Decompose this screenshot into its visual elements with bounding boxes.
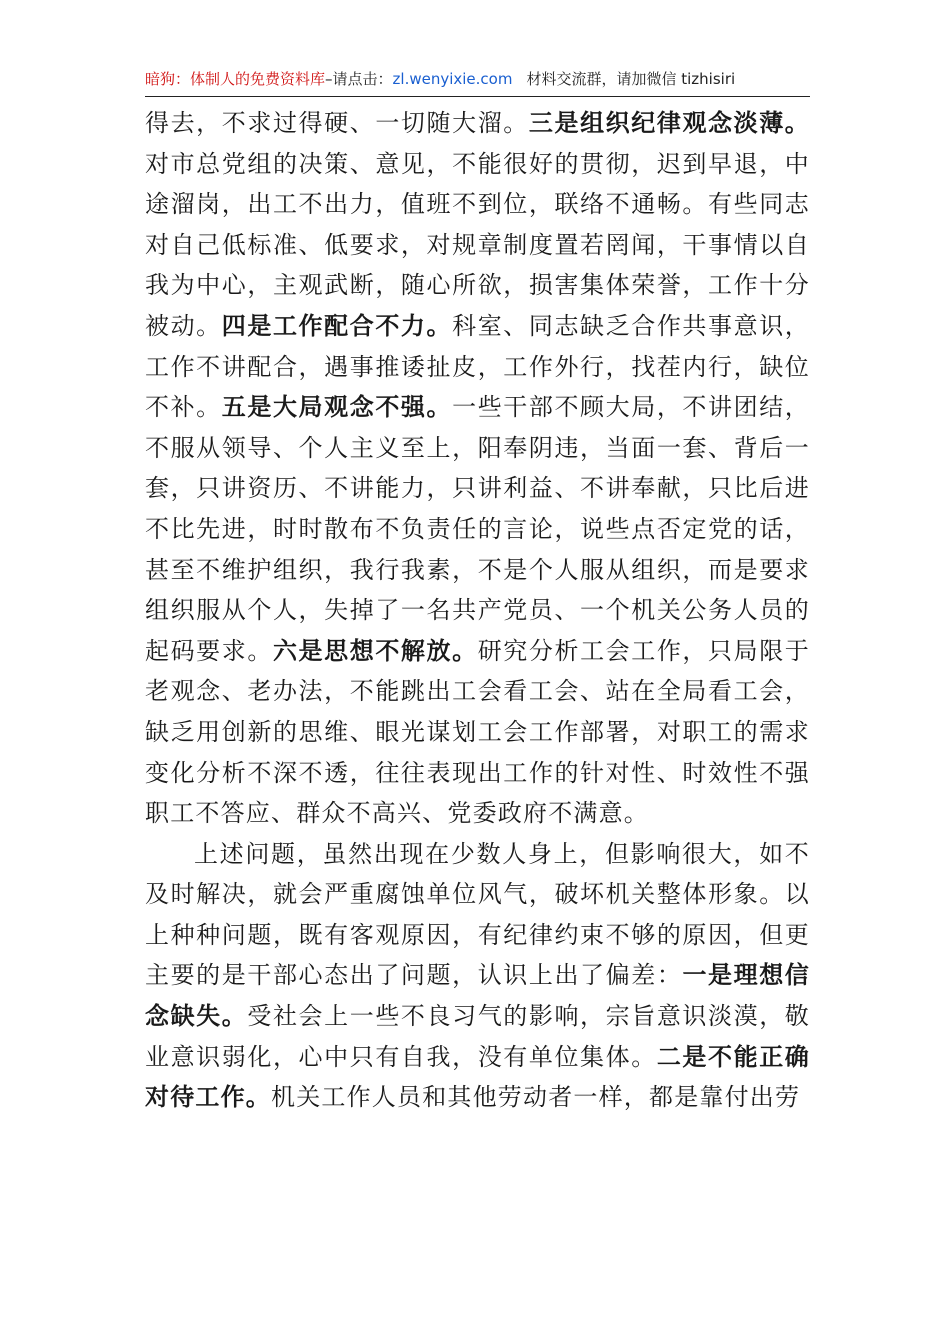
paragraph-2 (145, 834, 810, 1118)
paragraph-1-text-5: 研究分析工会工作，只局限于老观念、老办法，不能跳出工会看工会、站在全局看工会，缺乏用创新的思维、眼光谋划工会工作部署，对职工的需求变化分析不深不透，往往表现出工作的针对性、时效性不强职工不答应、群众不高兴、党委政府不满意。 (145, 636, 810, 828)
paragraph-1 (145, 103, 810, 834)
document-header (145, 68, 810, 97)
paragraph-2-text-2: 受社会上一些不良习气的影响，宗旨意识淡漠，敬业意识弱化，心中只有自我，没有单位集体。 (145, 1002, 810, 1071)
paragraph-2-heading-2: 二是不能正确对待工作。 (145, 1041, 811, 1112)
paragraph-2-text-1: 上述问题，虽然出现在少数人身上，但影响很大，如不及时解决，就会严重腐蚀单位风气，破坏机关整体形象。以上种种问题，既有客观原因，有纪律约束不够的原因，但更主要的是干部心态出了问题，认识上出了偏差： (145, 839, 810, 990)
header-link[interactable]: zl.wenyixie.com (392, 70, 513, 88)
paragraph-1-heading-4: 四是工作配合不力。 (221, 310, 453, 340)
paragraph-1-heading-6: 六是思想不解放。 (272, 635, 478, 665)
paragraph-1-text-2: 对市总党组的决策、意见，不能很好的贯彻，迟到早退，中途溜岗，出工不出力，值班不到位，联络不通畅。有些同志对自己低标准、低要求，对规章制度置若罔闻，干事情以自我为中心，主观武断，随心所欲，损害集体荣誉，工作十分被动。 (145, 149, 810, 340)
paragraph-1-text-3: 科室、同志缺乏合作共事意识，工作不讲配合，遇事推诿扯皮，工作外行，找茬内行，缺位不补。 (145, 311, 810, 422)
paragraph-2-text-3: 机关工作人员和其他劳动者一样，都是靠付出劳 (271, 1083, 801, 1112)
header-prompt: –请点击： (325, 70, 393, 88)
paragraph-1-heading-5: 五是大局观念不强。 (221, 392, 453, 422)
paragraph-1-text-1: 得去，不求过得硬、一切随大溜。 (145, 109, 529, 137)
header-contact: 材料交流群，请加微信 tizhisiri (526, 70, 736, 88)
paragraph-1-text-4: 一些干部不顾大局，不讲团结，不服从领导、个人主义至上，阳奉阴违，当面一套、背后一套，只讲资历、不讲能力，只讲利益、不讲奉献，只比后进不比先进，时时散布不负责任的言论，说些点否定党的话，甚至不维护组织，我行我素，不是个人服从组织，而是要求组织服从个人，失掉了一名共产党员、一个机关公务人员的起码要求。 (145, 393, 810, 665)
paragraph-2-heading-1: 一是理想信念缺失。 (145, 960, 811, 1031)
document-body (145, 103, 810, 1118)
paragraph-1-heading-3: 三是组织纪律观念淡薄。 (528, 108, 811, 137)
header-brand: 暗狗：体制人的免费资料库 (145, 70, 326, 88)
